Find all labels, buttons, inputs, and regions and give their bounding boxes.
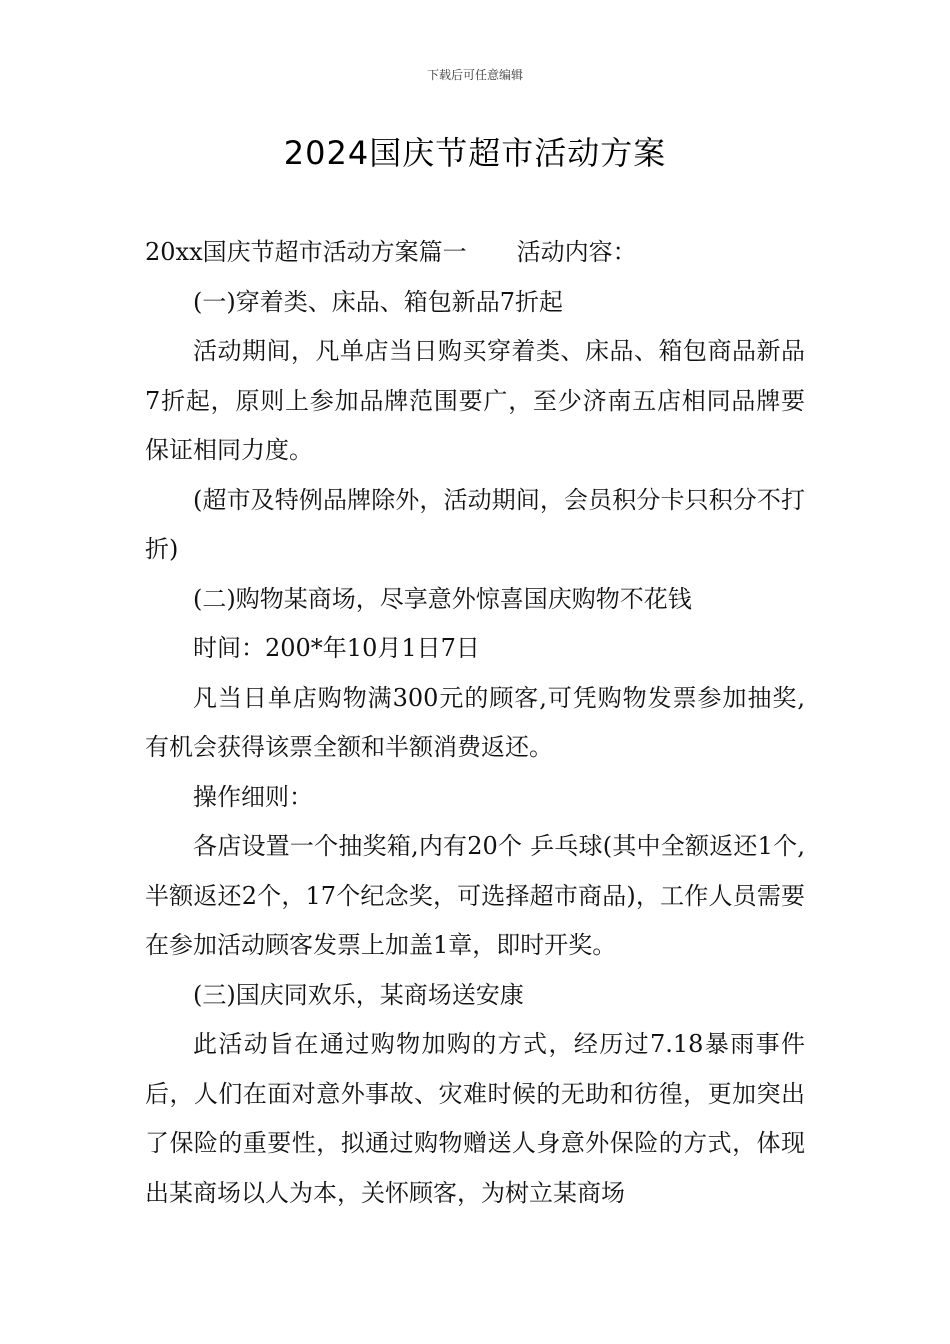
- paragraph-5: 时间：200*年10月1日7日: [193, 634, 480, 662]
- document-title: 2024国庆节超市活动方案: [283, 134, 667, 172]
- section-heading: 20xx国庆节超市活动方案篇一: [145, 238, 467, 266]
- paragraph-3: (超市及特例品牌除外，活动期间，会员积分卡只积分不打折): [145, 485, 805, 563]
- first-line: [145, 228, 805, 278]
- paragraph-10: 此活动旨在通过购物加购的方式，经历过7.18暴雨事件后，人们在面对意外事故、灾难时候的无助和彷徨，更加突出了保险的重要性，拟通过购物赠送人身意外保险的方式，体现出某商场以人为本，关怀顾客，为树立某商场: [145, 1030, 805, 1207]
- paragraph-1: (一)穿着类、床品、箱包新品7折起: [193, 287, 563, 316]
- header-note: 下载后可任意编辑: [426, 68, 523, 82]
- document-body: [145, 228, 805, 1218]
- paragraph-8: 各店设置一个抽奖箱,内有20个 乒乓球(其中全额返还1个,半额返还2个，17个纪念奖，可选择超市商品)，工作人员需要在参加活动顾客发票上加盖1章，即时开奖。: [145, 832, 805, 959]
- paragraph-7: 操作细则：: [193, 782, 313, 811]
- paragraph-2: 活动期间，凡单店当日购买穿着类、床品、箱包商品新品7折起，原则上参加品牌范围要广，至少济南五店相同品牌要保证相同力度。: [145, 337, 805, 464]
- paragraph-6: 凡当日单店购物满300元的顾客,可凭购物发票参加抽奖,有机会获得该票全额和半额消费返还。: [145, 683, 805, 761]
- activity-content-label: 活动内容：: [516, 238, 637, 266]
- paragraph-4: (二)购物某商场，尽享意外惊喜国庆购物不花钱: [193, 584, 692, 613]
- paragraph-9: (三)国庆同欢乐，某商场送安康: [193, 980, 524, 1009]
